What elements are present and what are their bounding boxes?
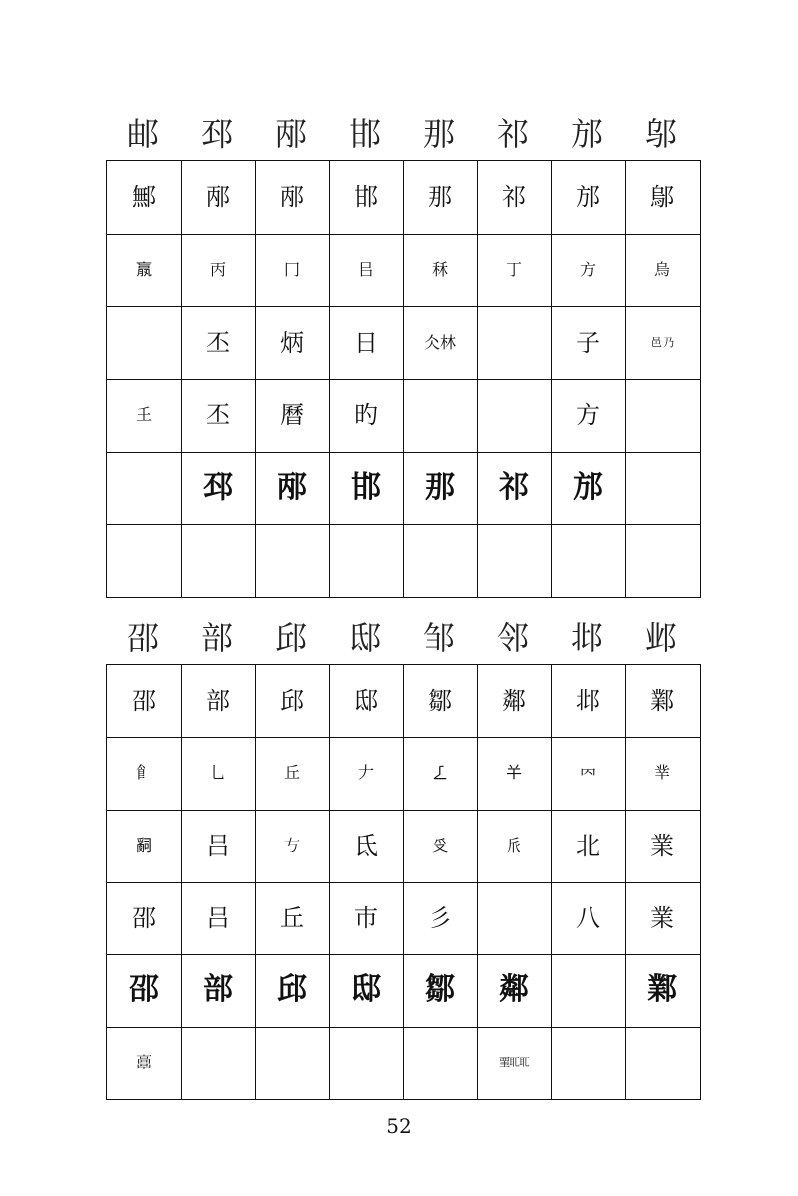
glyph: 𢆉 [505, 763, 522, 783]
glyph: 𠄏 [431, 763, 448, 783]
glyph: 吕 [206, 831, 230, 860]
glyph-cell [551, 452, 625, 525]
glyph: 丙 [209, 259, 226, 279]
glyph-cell [625, 161, 699, 234]
glyph: 丵 [653, 763, 670, 783]
glyph: 丕 [206, 328, 230, 357]
glyph-cell [107, 810, 181, 882]
glyph-cell [403, 452, 477, 525]
glyph: 彡 [428, 904, 452, 933]
glyph-cell [551, 954, 625, 1026]
glyph: 業 [650, 831, 674, 860]
glyph: 炳 [280, 328, 304, 357]
glyph-cell [181, 379, 255, 452]
glyph-cell [107, 954, 181, 1026]
glyph: 邵 [132, 687, 156, 716]
glyph-cell [477, 524, 551, 597]
glyph-cell [403, 665, 477, 737]
glyph-cell [625, 524, 699, 597]
column-header: 那 [422, 115, 455, 153]
glyph-cell [625, 737, 699, 809]
column-header: 邯 [348, 115, 381, 153]
glyph-cell [181, 1027, 255, 1099]
glyph-cell [181, 954, 255, 1026]
glyph-cell [181, 161, 255, 234]
glyph: 鄒 [428, 687, 452, 716]
glyph: 那 [425, 469, 455, 505]
glyph-cell [329, 954, 403, 1026]
glyph-cell [403, 524, 477, 597]
glyph: 氐 [354, 831, 378, 860]
header-row [106, 612, 701, 664]
glyph-cell [107, 882, 181, 954]
glyph-cell [625, 810, 699, 882]
glyph: 邯 [354, 183, 378, 212]
glyph-cell [107, 452, 181, 525]
glyph-cell [477, 306, 551, 379]
glyph-cell [107, 306, 181, 379]
glyph-cell [255, 306, 329, 379]
glyph: 祁 [502, 183, 526, 212]
glyph-cell [403, 306, 477, 379]
glyph: 邵 [132, 904, 156, 933]
glyph-cell [107, 524, 181, 597]
glyph-cell [329, 665, 403, 737]
glyph-cell [403, 810, 477, 882]
glyph-cell [551, 234, 625, 307]
glyph-cell [625, 379, 699, 452]
glyph-cell [477, 954, 551, 1026]
glyph-cell [329, 306, 403, 379]
column-header: 邮 [126, 115, 159, 153]
column-header: 邺 [644, 619, 677, 657]
glyph-cell [625, 306, 699, 379]
glyph-cell [181, 234, 255, 307]
column-header: 祁 [496, 115, 529, 153]
glyph: 邵 [129, 972, 159, 1008]
column-header: 邳 [200, 115, 233, 153]
column-header: 邴 [274, 115, 307, 153]
glyph-cell [107, 379, 181, 452]
glyph-cell [551, 524, 625, 597]
glyph-cell [551, 737, 625, 809]
column-header: 邬 [644, 115, 677, 153]
column-header: 邱 [274, 619, 307, 657]
glyph: 秝 [431, 259, 448, 279]
character-table-section-2 [106, 612, 701, 1072]
glyph: 吕 [206, 904, 230, 933]
glyph-cell [255, 737, 329, 809]
glyph-cell [477, 1027, 551, 1099]
glyph-cell [329, 452, 403, 525]
glyph: 鄦 [132, 183, 156, 212]
glyph: 邶 [576, 687, 600, 716]
glyph: 𡈼 [135, 405, 152, 425]
glyph: 邡 [576, 183, 600, 212]
header-row [106, 108, 701, 160]
column-header: 邡 [570, 115, 603, 153]
glyph-cell [181, 524, 255, 597]
glyph-cell [181, 737, 255, 809]
glyph: 丘 [280, 904, 304, 933]
glyph: 邱 [280, 687, 304, 716]
glyph-cell [255, 954, 329, 1026]
glyph: 業 [650, 904, 674, 933]
glyph-cell [329, 234, 403, 307]
glyph: 邴 [277, 469, 307, 505]
glyph-cell [551, 665, 625, 737]
glyph: 旳 [354, 401, 378, 430]
glyph-cell [625, 665, 699, 737]
glyph-cell [403, 379, 477, 452]
glyph-cell [551, 1027, 625, 1099]
glyph: 日 [354, 328, 378, 357]
glyph: 丘 [283, 763, 300, 783]
glyph-cell [477, 379, 551, 452]
glyph-cell [181, 882, 255, 954]
glyph: 烏 [653, 259, 670, 279]
glyph: 邸 [351, 972, 381, 1008]
glyph-cell [329, 1027, 403, 1099]
glyph-cell [329, 161, 403, 234]
column-header: 部 [200, 619, 233, 657]
glyph: 鄰 [499, 972, 529, 1008]
glyph: 丕 [206, 401, 230, 430]
glyph-cell [625, 1027, 699, 1099]
glyph: 邡 [573, 469, 603, 505]
glyph-cell [403, 737, 477, 809]
glyph: 鄔 [650, 183, 674, 212]
column-header: 邸 [348, 619, 381, 657]
glyph-cell [255, 379, 329, 452]
glyph-cell [255, 882, 329, 954]
glyph-cell [107, 1027, 181, 1099]
glyph-cell [255, 524, 329, 597]
glyph-cell [181, 452, 255, 525]
glyph-cell [403, 161, 477, 234]
glyph: 邸 [354, 687, 378, 716]
column-header: 邹 [422, 619, 455, 657]
glyph: 𤔲 [135, 835, 152, 855]
glyph-cell [181, 810, 255, 882]
glyph: 子 [576, 328, 600, 357]
column-header: 邵 [126, 619, 159, 657]
glyph: 仌林 [423, 332, 456, 352]
glyph-cell [329, 882, 403, 954]
glyph-cell [107, 665, 181, 737]
glyph: 八 [576, 904, 600, 933]
glyph-cell [403, 882, 477, 954]
glyph: 𠀁 [283, 835, 300, 855]
glyph: 𩫖 [135, 1052, 152, 1072]
glyph-cell [255, 810, 329, 882]
page-number: 52 [386, 1114, 412, 1138]
glyph-cell [255, 665, 329, 737]
glyph-cell [625, 452, 699, 525]
glyph-grid [106, 160, 701, 598]
glyph: 部 [206, 687, 230, 716]
glyph: 冂 [283, 259, 300, 279]
glyph: 㠯 [357, 259, 374, 279]
glyph-cell [255, 234, 329, 307]
glyph-cell [181, 306, 255, 379]
glyph: 鄴 [650, 687, 674, 716]
character-table-section-1 [106, 108, 701, 505]
glyph-cell [551, 161, 625, 234]
glyph: 方 [579, 259, 596, 279]
glyph: 北 [576, 831, 600, 860]
glyph-cell [107, 737, 181, 809]
glyph-cell [403, 1027, 477, 1099]
glyph-cell [107, 234, 181, 307]
glyph: 𣎆 [135, 259, 152, 279]
glyph: 邱 [277, 972, 307, 1008]
glyph: 邳 [203, 469, 233, 505]
glyph: 鄴 [647, 972, 677, 1008]
glyph: 曆 [280, 401, 304, 430]
glyph-cell [551, 882, 625, 954]
column-header: 邻 [496, 619, 529, 657]
glyph-cell [551, 810, 625, 882]
glyph-cell [625, 882, 699, 954]
glyph-cell [477, 882, 551, 954]
glyph: 乚 [209, 763, 226, 783]
glyph-cell [255, 452, 329, 525]
column-header: 邶 [570, 619, 603, 657]
glyph: 𠂇 [357, 763, 374, 783]
glyph-cell [403, 234, 477, 307]
glyph-cell [329, 810, 403, 882]
glyph: 𠔿 [579, 763, 596, 783]
glyph: 鄰 [502, 687, 526, 716]
glyph-cell [255, 161, 329, 234]
glyph-cell [551, 379, 625, 452]
glyph-cell [477, 810, 551, 882]
glyph: 巿 [354, 904, 378, 933]
glyph-grid [106, 664, 701, 1100]
glyph-cell [477, 737, 551, 809]
glyph: 𠂢 [505, 835, 522, 855]
glyph-cell [329, 379, 403, 452]
glyph-cell [477, 665, 551, 737]
glyph: 祁 [499, 469, 529, 505]
glyph: 邴 [206, 183, 230, 212]
glyph: 邯 [351, 469, 381, 505]
glyph-cell [477, 452, 551, 525]
glyph: 那 [428, 183, 452, 212]
glyph-cell [625, 234, 699, 307]
glyph: 鄒 [425, 972, 455, 1008]
glyph: 𠬪 [431, 835, 448, 855]
glyph: 邴 [280, 183, 304, 212]
glyph-cell [551, 306, 625, 379]
glyph: 丁 [505, 259, 522, 279]
glyph: 𩙿 [135, 763, 152, 783]
glyph-cell [477, 234, 551, 307]
glyph-cell [107, 161, 181, 234]
glyph-cell [477, 161, 551, 234]
glyph-cell [625, 954, 699, 1026]
glyph-cell [255, 1027, 329, 1099]
glyph-cell [403, 954, 477, 1026]
glyph-cell [181, 665, 255, 737]
glyph: 䙵𦔮𦔮 [499, 1056, 529, 1070]
glyph: 方 [576, 401, 600, 430]
glyph-cell [329, 737, 403, 809]
glyph: 部 [203, 972, 233, 1008]
glyph-cell [329, 524, 403, 597]
glyph: 邑 乃 [650, 336, 674, 350]
